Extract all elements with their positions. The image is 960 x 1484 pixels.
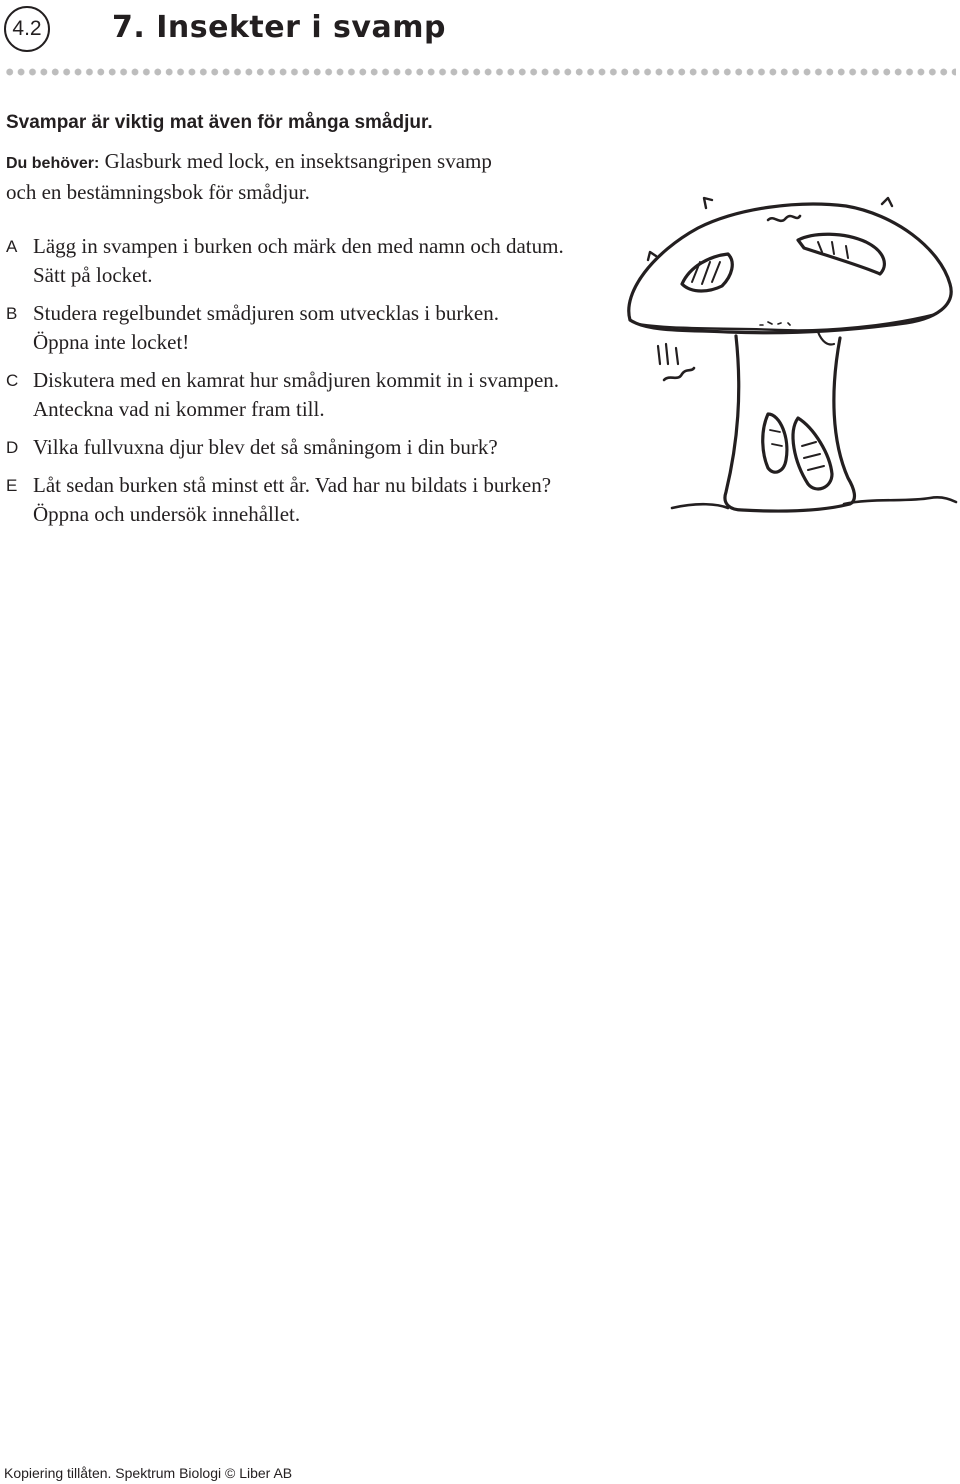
task-text: Studera regelbundet smådjuren som utvecklas i burken. xyxy=(33,301,499,325)
dotted-divider xyxy=(4,68,956,76)
task-text: Öppna inte locket! xyxy=(33,330,190,354)
mushroom-illustration xyxy=(618,192,960,522)
task-letter: A xyxy=(6,237,18,256)
task-letter: E xyxy=(6,476,18,495)
task-text: Vilka fullvuxna djur blev det så småningom i din burk? xyxy=(33,435,498,459)
task-letter: B xyxy=(6,304,18,323)
page-number: 4.2 xyxy=(4,6,50,52)
task-item-b xyxy=(6,299,616,357)
footer-copyright: Kopiering tillåten. Spektrum Biologi © Liber AB xyxy=(4,1465,293,1481)
task-text: Diskutera med en kamrat hur smådjuren kommit in i svampen. xyxy=(33,368,560,392)
materials-paragraph xyxy=(6,147,566,207)
materials-line-1: Glasburk med lock, en insektsangripen svamp xyxy=(104,149,492,173)
materials-line-2: och en bestämningsbok för smådjur. xyxy=(6,180,310,204)
task-text: Låt sedan burken stå minst ett år. Vad har nu bildats i burken? xyxy=(33,473,552,497)
task-letter: D xyxy=(6,438,19,457)
task-item-a xyxy=(6,232,616,290)
materials-label: Du behöver: xyxy=(6,155,100,172)
task-item-e xyxy=(6,471,616,529)
task-item-d xyxy=(6,433,616,462)
task-text: Anteckna vad ni kommer fram till. xyxy=(33,397,325,421)
intro-text: Svampar är viktig mat även för många smådjur. xyxy=(6,112,433,133)
page-title: 7. Insekter i svamp xyxy=(112,10,446,45)
task-text: Öppna och undersök innehållet. xyxy=(33,502,301,526)
task-item-c xyxy=(6,366,616,424)
task-letter: C xyxy=(6,371,19,390)
task-text: Sätt på locket. xyxy=(33,263,153,287)
task-text: Lägg in svampen i burken och märk den med namn och datum. xyxy=(33,234,564,258)
task-list xyxy=(6,232,616,538)
